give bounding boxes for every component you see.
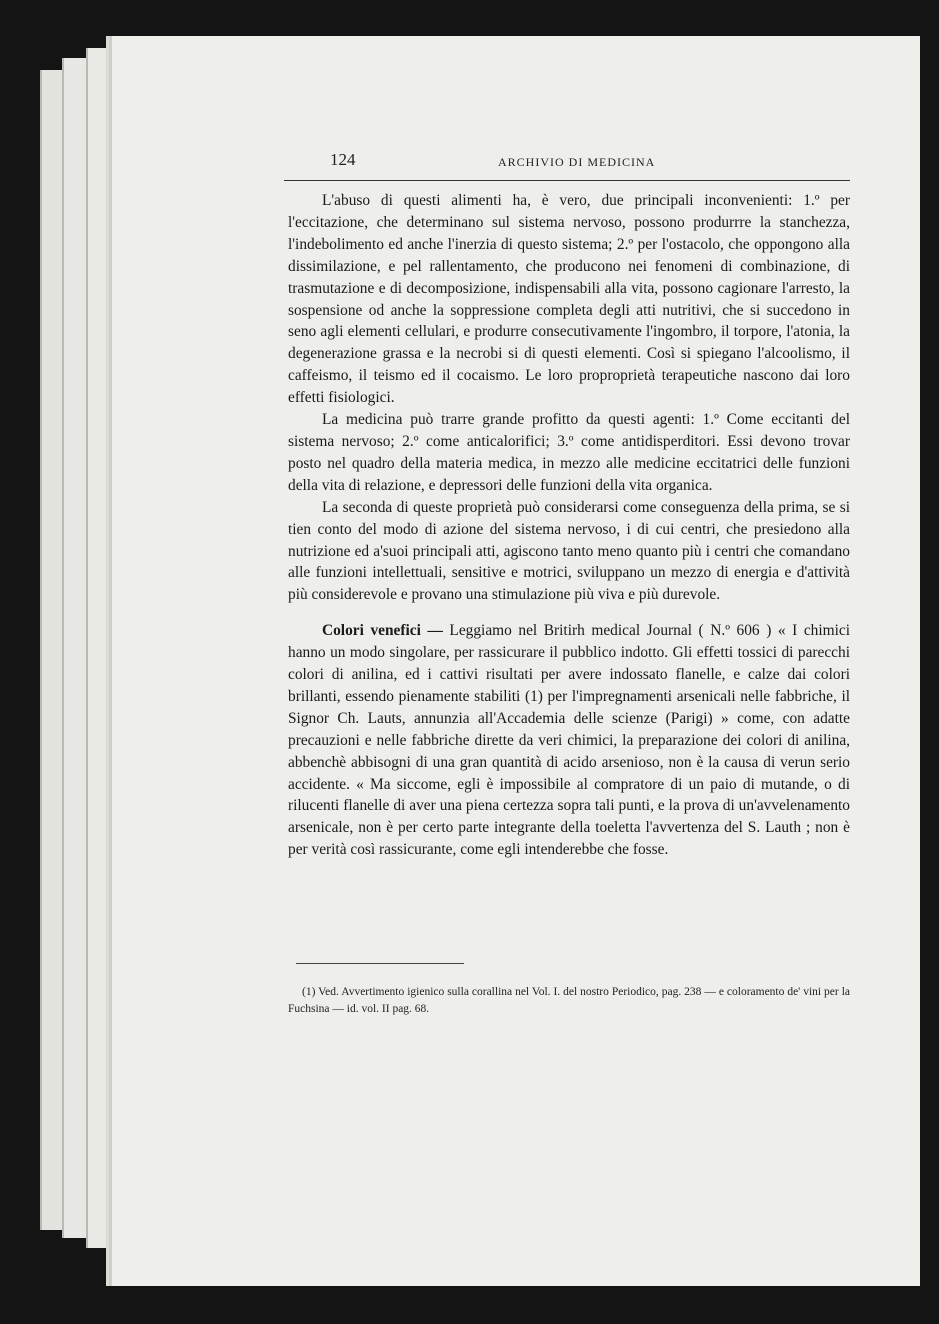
footnote-text: (1) Ved. Avvertimento igienico sulla corallina nel Vol. I. del nostro Periodico, pag. 238 — e coloramento de' vini per la Fuchsina — id. vol. II pag. 68. (288, 986, 850, 1015)
body-text (288, 190, 850, 861)
section-heading: Colori venefici — (322, 622, 443, 640)
paragraph-colori-venefici (288, 620, 850, 861)
footnote (288, 984, 850, 1018)
running-title: ARCHIVIO DI MEDICINA (498, 155, 656, 169)
paragraph-abuse: L'abuso di questi alimenti ha, è vero, due principali inconvenienti: 1.º per l'eccitazione, che determinano sul sistema nervoso, possono produrrre la stanchezza, l'indebolimento ed anche l'inerzia di questo sistema; 2.º per l'ostacolo, che oppongono alla dissimilazione, e pel rallentamento, che producono nei fenomeni di combinazione, di trasmutazione e di decomposizione, indispensabili alla vita, possono cagionare l'arresto, la sospensione od anche la soppressione completa degli atti nutritivi, che si succedono in seno agli elementi cellulari, e produrre consecutivamente l'ingombro, il torpore, l'atonia, la degenerazione grassa e la necrobi si di questi elementi. Così si spiegano l'alcoolismo, il caffeismo, il teismo ed il cocaismo. Le loro proproprietà terapeutiche nascono dai loro effetti fisiologici. (288, 192, 850, 407)
paragraph-second-property: La seconda di queste proprietà può considerarsi come conseguenza della prima, se si tien conto del modo di azione del sistema nervoso, i di cui centri, che presiedono alla nutrizione ed a'suoi principali atti, agiscono tanto meno quanto più i centri che comandano alle funzioni intellettuali, sensitive e motrici, sviluppano un mezzo di energia e d'attività più considerevole e provano una stimulazione più viva e più durevole. (288, 498, 850, 604)
section-text: Leggiamo nel Britirh medical Journal ( N.º 606 ) « I chimici hanno un modo singolare, per rassicurare il pubblico indotto. Gli effetti tossici di parecchi colori di anilina, ed i cattivi risultati per avere indossato flanelle, e calze dai colori brillanti, essendo pienamente stabiliti (1) per l'impregnamenti arsenicali nelle fabbriche, il Signor Ch. Lauts, annunzia all'Accademia delle scienze (Parigi) » come, con adatte precauzioni e nelle fabbriche dirette da veri chimici, la preparazione dei colori di anilina, abbenchè abbisogni di una gran quantità di acido arsenioso, non è la causa di verun serio accidente. « Ma siccome, egli è impossibile al compratore di un paio di mutande, o di rilucenti flanelle di aver una piena certezza sopra tali punti, e la prova di un'avvelenamento arsenicale, non è per certo parte integrante della toeletta l'avvertenza del S. Lauth ; non è per verità così rassicurante, come egli intenderebbe che fosse. (288, 622, 851, 859)
header-rule (284, 180, 850, 181)
footnote-rule (296, 963, 464, 964)
page-header (330, 150, 850, 176)
paragraph-medicine: La medicina può trarre grande profitto da questi agenti: 1.º Come eccitanti del sistema nervoso; 2.º come anticalorifici; 3.º come antidisperditori. Essi devono trovar posto nel quadro della materia medica, in mezzo alle medicine eccitatrici delle funzioni della vita di relazione, e depressori delle funzioni della vita organica. (288, 411, 850, 494)
page-number: 124 (330, 150, 356, 169)
